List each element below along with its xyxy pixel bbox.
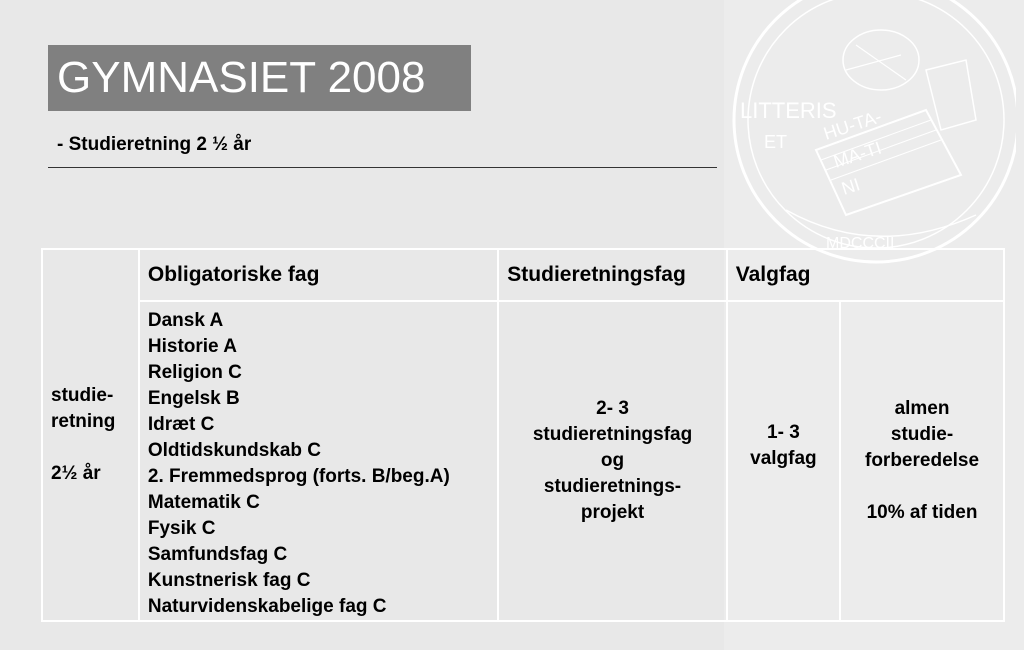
header-valgfag: Valgfag xyxy=(727,249,1004,301)
side-label-line xyxy=(51,435,138,461)
seal-text-et: ET xyxy=(764,132,788,152)
almen-studieforberedelse-cell xyxy=(840,301,1004,621)
side-label-line: retning xyxy=(51,411,116,432)
valgfag-cell xyxy=(727,301,840,621)
cell-line: forberedelse xyxy=(865,450,980,471)
cell-line: 2- 3 xyxy=(596,398,629,419)
seal-text-motto-3: NI xyxy=(839,174,863,199)
cell-line: valgfag xyxy=(750,448,817,469)
list-item: Fysik C xyxy=(147,518,216,539)
side-label-cell xyxy=(42,249,139,621)
cell-line: 10% af tiden xyxy=(866,502,978,523)
cell-line: og xyxy=(600,450,625,471)
list-item: Religion C xyxy=(147,362,242,383)
list-item: Dansk A xyxy=(147,310,224,331)
university-seal xyxy=(726,0,1016,290)
cell-line: studieretnings- xyxy=(543,476,682,497)
list-item: Oldtidskundskab C xyxy=(147,440,322,461)
header-studieretningsfag: Studieretningsfag xyxy=(498,249,726,301)
cell-line: studie- xyxy=(890,424,954,445)
list-item: Naturvidenskabelige fag C xyxy=(147,596,387,617)
side-label-line: 2½ år xyxy=(51,463,101,484)
table-header-row xyxy=(42,249,1004,301)
seal-text-year: MDCCCII xyxy=(826,235,895,252)
curriculum-table xyxy=(41,248,1005,622)
cell-line: projekt xyxy=(580,502,645,523)
list-item: 2. Fremmedsprog (forts. B/beg.A) xyxy=(147,466,450,487)
cell-line: studieretningsfag xyxy=(532,424,693,445)
page-title: GYMNASIET 2008 xyxy=(48,45,471,111)
seal-text-motto-1: HU-TA- xyxy=(821,106,884,144)
list-item: Historie A xyxy=(147,336,237,357)
cell-line: 1- 3 xyxy=(767,422,800,443)
cell-line xyxy=(841,474,1003,500)
header-obligatoriske: Obligatoriske fag xyxy=(139,249,498,301)
list-item: Idræt C xyxy=(147,414,215,435)
list-item: Samfundsfag C xyxy=(147,544,288,565)
side-label-line: studie- xyxy=(51,385,114,406)
obligatoriske-list xyxy=(139,301,498,621)
divider xyxy=(48,167,717,168)
seal-text-litteris: LITTERIS xyxy=(740,98,837,123)
list-item: Kunstnerisk fag C xyxy=(147,570,311,591)
list-item: Matematik C xyxy=(147,492,260,513)
cell-line: almen xyxy=(894,398,950,419)
page-subtitle: - Studieretning 2 ½ år xyxy=(57,134,252,155)
list-item: Engelsk B xyxy=(147,388,240,409)
studieretningsfag-cell xyxy=(498,301,726,621)
seal-text-motto-2: MA-TI xyxy=(831,137,884,172)
table-body-row xyxy=(42,301,1004,621)
